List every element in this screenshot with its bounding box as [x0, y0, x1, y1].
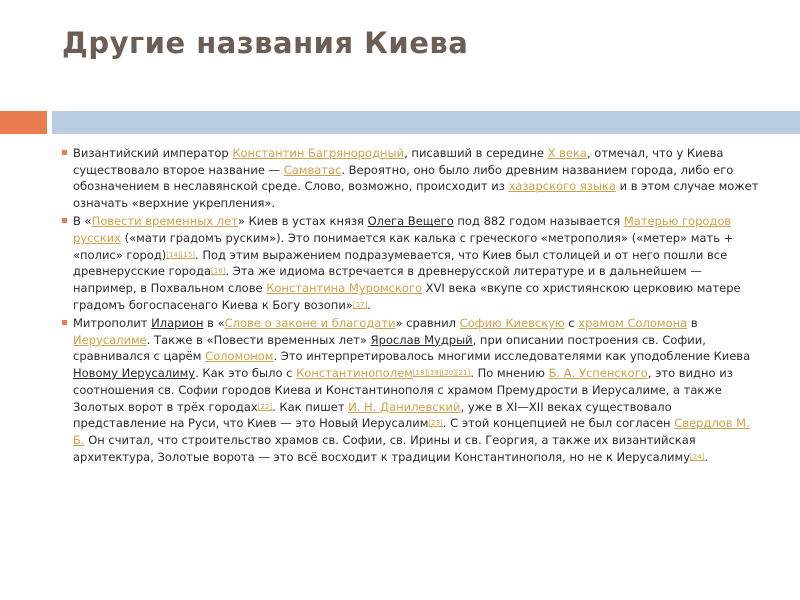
text-run: . Также в «Повести временных лет» — [146, 332, 371, 347]
reference-link[interactable]: [16] — [211, 267, 226, 276]
text-run: , писавший в середине — [404, 146, 548, 160]
slide-content — [62, 145, 762, 467]
bullet-icon — [62, 218, 67, 223]
text-run: . Эта же идиома встречается в древнерусской литературе и в дальнейшем — например, в Похвальном слове — [73, 264, 702, 296]
paragraph-2 — [62, 213, 762, 313]
text-run: , при описании построения св. Софии, сравнивался с царём — [73, 332, 706, 364]
text-run: , уже в XI—XII веках существовало представление на Руси, что Киев — это Новый Иерусалим — [73, 399, 672, 431]
bullet-icon — [62, 320, 67, 325]
text-link[interactable]: Свердлов М. Б. — [73, 416, 750, 447]
underlined-link[interactable]: Иларион — [151, 316, 204, 331]
paragraph-1 — [62, 145, 762, 212]
reference-link[interactable]: [23] — [428, 419, 443, 428]
text-run: XVI века «вкупе со християнскою церковию матере градомъ богоспасенаго Киева к Богу возопи» — [73, 281, 741, 312]
text-run: В « — [73, 214, 92, 229]
text-link[interactable]: храмом Соломона — [578, 316, 688, 331]
text-run: («мати градомъ руским»). Это понимается как калька с греческого «метрополия» («метер» мать + «полис» город) — [73, 231, 734, 262]
text-run: . С этой концепцией не был согласен — [442, 416, 675, 431]
bullet-icon — [62, 150, 67, 155]
text-run: . Под этим выражением подразумевается, что Киев был столицей и от него пошли все древнерусские города — [73, 247, 728, 279]
text-link[interactable]: Матерью городов русских — [73, 214, 732, 246]
text-link[interactable]: Б. А. Успенского — [548, 366, 648, 381]
text-link[interactable]: Константинополем — [296, 366, 413, 381]
underlined-link[interactable]: Новому Иерусалиму — [73, 366, 196, 381]
text-link[interactable]: Константин Багрянородный — [232, 146, 405, 160]
text-run: » Киев в устах князя — [237, 214, 368, 229]
text-run: в — [687, 316, 698, 331]
reference-link[interactable]: [19] — [427, 369, 442, 378]
underlined-link[interactable]: Олега Вещего — [367, 214, 454, 229]
text-link[interactable]: Софию Киевскую — [459, 316, 565, 331]
text-run: . Это интерпретировалось многими исследователями как уподобление Киева — [273, 349, 751, 364]
reference-link[interactable]: [22] — [257, 402, 273, 411]
reference-link[interactable]: [18] — [412, 369, 428, 378]
text-run: Он считал, что строительство храмов св. Софии, св. Ирины и св. Георгия, а также их византийская архитектура, Золотые ворота — это всё восходит к традиции Константинополя, но не к Иерусалиму — [73, 432, 696, 464]
text-link[interactable]: Иерусалиме — [73, 332, 147, 347]
text-run: . — [367, 297, 371, 312]
reference-link[interactable]: [15] — [180, 250, 196, 259]
text-run: , это видно из соотношения св. Софии городов Киева и Константинополя с храмом Премудрости в Иерусалиме, а также Золотых ворот в трёх городах — [73, 366, 733, 414]
slide-title: Другие названия Киева — [62, 26, 469, 60]
text-link[interactable]: X века — [547, 146, 587, 160]
text-run: . Как это было с — [195, 366, 297, 381]
text-link[interactable]: Слове о законе и благодати — [224, 316, 396, 331]
text-run: . Как пишет — [272, 399, 349, 414]
text-run: » сравнил — [395, 316, 460, 331]
text-link[interactable]: хазарского языка — [508, 179, 616, 194]
text-link[interactable]: Константина Муромского — [266, 281, 423, 296]
text-link[interactable]: Повести временных лет — [91, 214, 238, 229]
text-run: под 882 годом называется — [453, 214, 624, 229]
reference-link[interactable]: [17] — [352, 300, 368, 309]
text-run: Митрополит — [73, 316, 152, 331]
reference-link[interactable]: [14] — [166, 250, 181, 259]
text-run: в « — [203, 316, 225, 331]
underlined-link[interactable]: Ярослав Мудрый — [370, 332, 473, 347]
text-run: с — [564, 316, 579, 331]
accent-bar — [0, 111, 47, 134]
header-band — [52, 111, 800, 134]
text-link[interactable]: Самватас — [283, 162, 342, 177]
text-run: . — [704, 449, 709, 464]
text-run: , отмечал, что у Киева существовало второе название — — [73, 146, 724, 177]
text-link[interactable]: И. Н. Данилевский — [348, 399, 461, 414]
reference-link[interactable]: [24] — [690, 452, 705, 461]
text-run: и в этом случае может означать «верхние укрепления». — [73, 179, 759, 211]
text-run: Византийский император — [73, 146, 233, 160]
reference-link[interactable]: [20] — [441, 369, 456, 378]
paragraph-3 — [62, 315, 762, 465]
text-run: . Вероятно, оно было либо древним названием города, либо его обозначением в неславянской среде. Слово, возможно, происходит из — [73, 162, 734, 194]
reference-link[interactable]: [21] — [455, 369, 471, 378]
text-link[interactable]: Соломоном — [205, 349, 274, 364]
text-run: . По мнению — [470, 366, 549, 381]
